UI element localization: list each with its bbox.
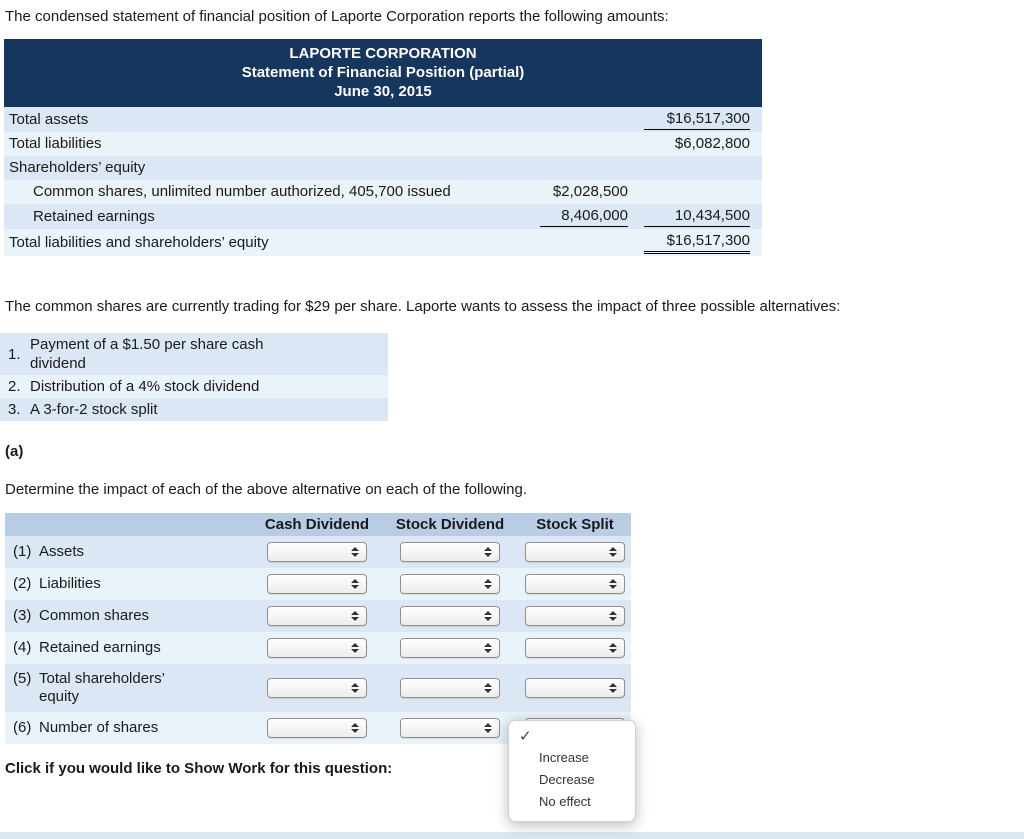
statement-row-label: Total liabilities and shareholders’ equity [9, 233, 269, 251]
select-total-shareholders-equity-stock-split[interactable] [525, 678, 625, 698]
column-header-stock-split: Stock Split [519, 513, 631, 536]
select-arrows-icon [609, 547, 617, 557]
row-number: (1) [13, 543, 32, 560]
table-row [5, 664, 631, 712]
amount-common-shares: $2,028,500 [552, 183, 628, 200]
list-item [0, 333, 388, 375]
row-label: Number of shares [39, 719, 159, 736]
amount-total-equity: 10,434,500 [644, 206, 750, 227]
select-arrows-icon [484, 611, 492, 621]
select-arrows-icon [484, 643, 492, 653]
bottom-partial-bar [0, 832, 1024, 839]
column-header-cash-dividend: Cash Dividend [253, 513, 381, 536]
statement-row-label: Shareholders’ equity [9, 159, 146, 176]
row-number: (3) [13, 607, 32, 624]
row-number: (5) [13, 670, 32, 687]
select-arrows-icon [609, 643, 617, 653]
row-label: Retained earnings [39, 639, 161, 656]
financial-statement [4, 39, 762, 256]
select-common-shares-stock-dividend[interactable] [400, 606, 500, 626]
menu-item-no-effect[interactable]: No effect [539, 794, 591, 809]
select-common-shares-cash-dividend[interactable] [267, 606, 367, 626]
statement-company-name: LAPORTE CORPORATION [289, 45, 477, 62]
select-arrows-icon [351, 547, 359, 557]
check-icon: ✓ [519, 728, 532, 745]
select-total-shareholders-equity-cash-dividend[interactable] [267, 678, 367, 698]
row-label-cell [5, 568, 253, 600]
select-liabilities-stock-dividend[interactable] [400, 574, 500, 594]
alternatives-list [0, 333, 388, 421]
statement-col2-cell [632, 229, 762, 256]
statement-col1-cell [528, 180, 632, 204]
part-instruction: Determine the impact of each of the above alternative on each of the following. [5, 481, 527, 498]
list-item [0, 375, 388, 398]
menu-item-decrease[interactable]: Decrease [539, 772, 595, 787]
amount-retained-earnings: 8,406,000 [540, 206, 628, 227]
statement-table [4, 107, 762, 256]
statement-col1-cell [528, 107, 632, 132]
list-item [0, 398, 388, 421]
statement-row [4, 229, 762, 256]
amount-total-liabilities: $6,082,800 [674, 135, 750, 152]
alternative-text: A 3-for-2 stock split [30, 401, 158, 418]
amount-total-liabilities-and-equity: $16,517,300 [644, 231, 750, 254]
statement-row-label: Retained earnings [33, 207, 155, 225]
statement-header [4, 39, 762, 107]
select-assets-cash-dividend[interactable] [267, 542, 367, 562]
row-number: (2) [13, 575, 32, 592]
table-row [5, 536, 631, 568]
statement-row-label: Total assets [9, 110, 89, 128]
select-number-of-shares-stock-dividend[interactable] [400, 718, 500, 738]
alternative-text: Payment of a $1.50 per share cash dividend [30, 336, 264, 372]
row-label-cell [5, 600, 253, 632]
select-liabilities-stock-split[interactable] [525, 574, 625, 594]
select-arrows-icon [351, 683, 359, 693]
select-total-shareholders-equity-stock-dividend[interactable] [400, 678, 500, 698]
select-common-shares-stock-split[interactable] [525, 606, 625, 626]
select-arrows-icon [351, 579, 359, 589]
select-arrows-icon [484, 547, 492, 557]
select-liabilities-cash-dividend[interactable] [267, 574, 367, 594]
alternative-number: 1. [8, 345, 21, 363]
select-arrows-icon [609, 683, 617, 693]
select-arrows-icon [484, 683, 492, 693]
select-arrows-icon [351, 723, 359, 733]
row-label-cell [5, 712, 253, 744]
statement-col2-cell [632, 180, 762, 204]
select-arrows-icon [484, 579, 492, 589]
intro-text: The condensed statement of financial position of Laporte Corporation reports the following amounts: [5, 8, 669, 25]
select-arrows-icon [609, 579, 617, 589]
statement-row [4, 132, 762, 156]
menu-item-increase[interactable]: Increase [539, 750, 589, 765]
statement-row [4, 180, 762, 204]
impact-header-spacer [5, 513, 253, 536]
row-number: (6) [13, 719, 32, 736]
statement-row-label: Total liabilities [9, 135, 102, 152]
select-arrows-icon [351, 611, 359, 621]
statement-col1-cell [528, 156, 632, 180]
impact-header-row [5, 513, 631, 536]
select-assets-stock-split[interactable] [525, 542, 625, 562]
row-number: (4) [13, 639, 32, 656]
impact-dropdown-menu [508, 720, 636, 822]
statement-col1-cell [528, 204, 632, 229]
select-assets-stock-dividend[interactable] [400, 542, 500, 562]
statement-col2-cell [632, 156, 762, 180]
table-row [5, 568, 631, 600]
alternative-number: 3. [8, 401, 21, 418]
statement-col2-cell [632, 204, 762, 229]
select-number-of-shares-cash-dividend[interactable] [267, 718, 367, 738]
row-label: Liabilities [39, 575, 101, 592]
statement-row-label: Common shares, unlimited number authorized, 405,700 issued [33, 183, 451, 200]
table-row [5, 632, 631, 664]
part-label: (a) [5, 443, 24, 460]
statement-col1-cell [528, 132, 632, 156]
row-label-cell [5, 632, 253, 664]
select-retained-earnings-stock-split[interactable] [525, 638, 625, 658]
statement-col2-cell [632, 132, 762, 156]
row-label: Assets [39, 543, 85, 560]
impact-table [5, 513, 631, 744]
trading-text: The common shares are currently trading for $29 per share. Laporte wants to assess the impact of three possible alternatives: [5, 298, 841, 315]
alternative-text: Distribution of a 4% stock dividend [30, 378, 260, 395]
select-arrows-icon [484, 723, 492, 733]
alternative-number: 2. [8, 378, 21, 395]
statement-col2-cell [632, 107, 762, 132]
statement-row [4, 204, 762, 229]
statement-col1-cell [528, 229, 632, 256]
select-arrows-icon [609, 611, 617, 621]
statement-title: Statement of Financial Position (partial) [241, 64, 525, 81]
column-header-stock-dividend: Stock Dividend [381, 513, 519, 536]
select-retained-earnings-stock-dividend[interactable] [400, 638, 500, 658]
menu-item-blank-selected[interactable] [509, 725, 635, 747]
statement-date: June 30, 2015 [334, 83, 432, 100]
select-arrows-icon [351, 643, 359, 653]
row-label-cell [5, 664, 253, 712]
statement-row [4, 156, 762, 180]
row-label: Total shareholders’ equity [39, 670, 165, 705]
table-row [5, 600, 631, 632]
select-retained-earnings-cash-dividend[interactable] [267, 638, 367, 658]
amount-total-assets: $16,517,300 [644, 109, 750, 130]
row-label: Common shares [39, 607, 150, 624]
show-work-label: Click if you would like to Show Work for this question: [5, 760, 393, 777]
statement-row [4, 107, 762, 132]
row-label-cell [5, 536, 253, 568]
